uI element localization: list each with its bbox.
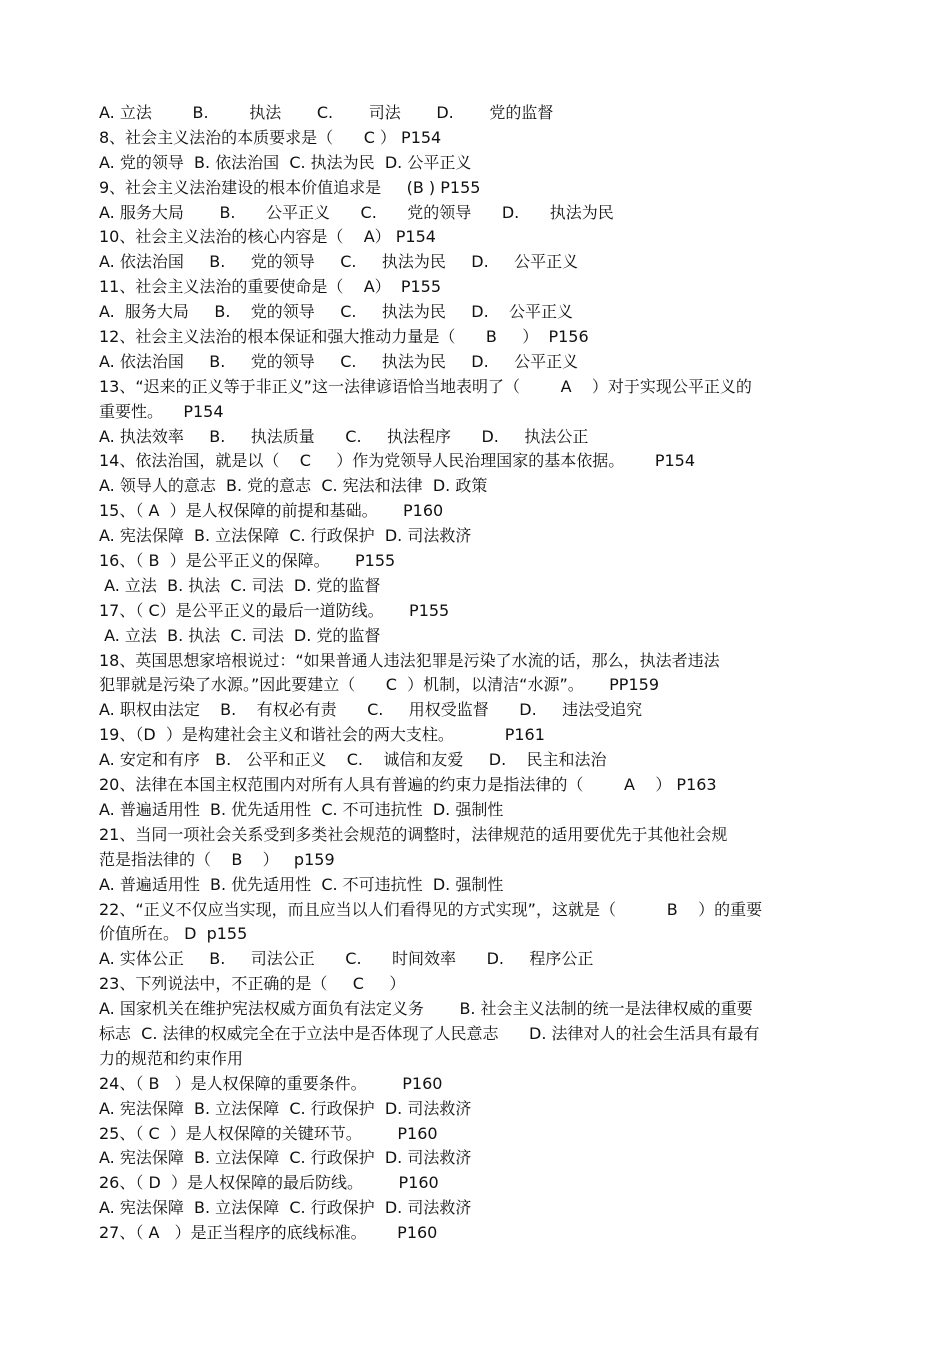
text-line: A. 职权由法定 B. 有权必有责 C. 用权受监督 D. 违法受追究 (99, 700, 643, 720)
text-line: 24、（ B ）是人权保障的重要条件。 P160 (99, 1073, 443, 1093)
text-line: 17、（ C）是公平正义的最后一道防线。 P155 (99, 600, 450, 620)
text-line: 25、（ C ）是人权保障的关键环节。 P160 (99, 1123, 438, 1143)
text-line: A. 安定和有序 B. 公平和正义 C. 诚信和友爱 D. 民主和法治 (99, 750, 607, 770)
text-line: A. 执法效率 B. 执法质量 C. 执法程序 D. 执法公正 (99, 426, 589, 446)
text-line: 23、下列说法中，不正确的是（ C ） (99, 974, 406, 994)
document-body (99, 101, 859, 1246)
text-line: 犯罪就是污染了水源。”因此要建立（ C ）机制，以清洁“水源”。 PP159 (99, 675, 659, 695)
text-line: A. 立法 B. 执法 C. 司法 D. 党的监督 (99, 575, 381, 595)
text-line: 19、（D ）是构建社会主义和谐社会的两大支柱。 P161 (99, 725, 545, 745)
text-line: 14、依法治国，就是以（ C ）作为党领导人民治理国家的基本依据。 P154 (99, 451, 696, 471)
text-line: A. 普遍适用性 B. 优先适用性 C. 不可违抗性 D. 强制性 (99, 799, 504, 819)
text-line: 12、社会主义法治的根本保证和强大推动力量是（ B ） P156 (99, 327, 589, 347)
text-line: A. 宪法保障 B. 立法保障 C. 行政保护 D. 司法救济 (99, 526, 472, 546)
text-line: 15、（ A ）是人权保障的前提和基础。 P160 (99, 501, 444, 521)
text-line: 21、当同一项社会关系受到多类社会规范的调整时，法律规范的适用要优先于其他社会规 (99, 824, 728, 844)
text-line: A. 立法 B. 执法 C. 司法 D. 党的监督 (99, 625, 381, 645)
text-line: 力的规范和约束作用 (99, 1048, 244, 1068)
text-line: A. 宪法保障 B. 立法保障 C. 行政保护 D. 司法救济 (99, 1198, 472, 1218)
text-line: A. 依法治国 B. 党的领导 C. 执法为民 D. 公平正义 (99, 252, 579, 272)
text-line: A. 服务大局 B. 公平正义 C. 党的领导 D. 执法为民 (99, 202, 614, 222)
text-line: A. 党的领导 B. 依法治国 C. 执法为民 D. 公平正义 (99, 152, 472, 172)
text-line: 范是指法律的（ B ） p159 (99, 849, 335, 869)
text-line: A. 实体公正 B. 司法公正 C. 时间效率 D. 程序公正 (99, 949, 594, 969)
text-line: 16、（ B ）是公平正义的保障。 P155 (99, 551, 396, 571)
text-line: 8、社会主义法治的本质要求是（ C ） P154 (99, 127, 442, 147)
text-line: 27、（ A ）是正当程序的底线标准。 P160 (99, 1223, 438, 1243)
text-line: A. 立法 B. 执法 C. 司法 D. 党的监督 (99, 103, 554, 122)
text-line: 9、社会主义法治建设的根本价值追求是 (B ) P155 (99, 177, 481, 197)
text-line: 标志 C. 法律的权威完全在于立法中是否体现了人民意志 D. 法律对人的社会生活具有最有 (99, 1023, 760, 1043)
text-line: 10、社会主义法治的核心内容是（ A） P154 (99, 227, 436, 247)
text-line: 重要性。 P154 (99, 401, 224, 421)
text-line: A. 服务大局 B. 党的领导 C. 执法为民 D. 公平正义 (99, 302, 574, 322)
text-line: A. 普遍适用性 B. 优先适用性 C. 不可违抗性 D. 强制性 (99, 874, 504, 894)
text-line: 13、“迟来的正义等于非正义”这一法律谚语恰当地表明了（ A ）对于实现公平正义的 (99, 376, 752, 396)
text-line: A. 宪法保障 B. 立法保障 C. 行政保护 D. 司法救济 (99, 1148, 472, 1168)
text-line: A. 领导人的意志 B. 党的意志 C. 宪法和法律 D. 政策 (99, 476, 488, 496)
text-line: 22、“正义不仅应当实现，而且应当以人们看得见的方式实现”，这就是（ B ）的重要 (99, 899, 763, 919)
text-line: 18、英国思想家培根说过：“如果普通人违法犯罪是污染了水流的话，那么，执法者违法 (99, 650, 720, 670)
text-line: 11、社会主义法治的重要使命是（ A） P155 (99, 277, 442, 297)
text-line: 20、法律在本国主权范围内对所有人具有普遍的约束力是指法律的（ A ） P163 (99, 775, 717, 795)
text-line: A. 依法治国 B. 党的领导 C. 执法为民 D. 公平正义 (99, 351, 579, 371)
text-line: A. 宪法保障 B. 立法保障 C. 行政保护 D. 司法救济 (99, 1098, 472, 1118)
text-line: 价值所在。 D p155 (99, 924, 248, 944)
text-line: 26、（ D ）是人权保障的最后防线。 P160 (99, 1173, 439, 1193)
text-line: A. 国家机关在维护宪法权威方面负有法定义务 B. 社会主义法制的统一是法律权威的重要 (99, 999, 753, 1019)
